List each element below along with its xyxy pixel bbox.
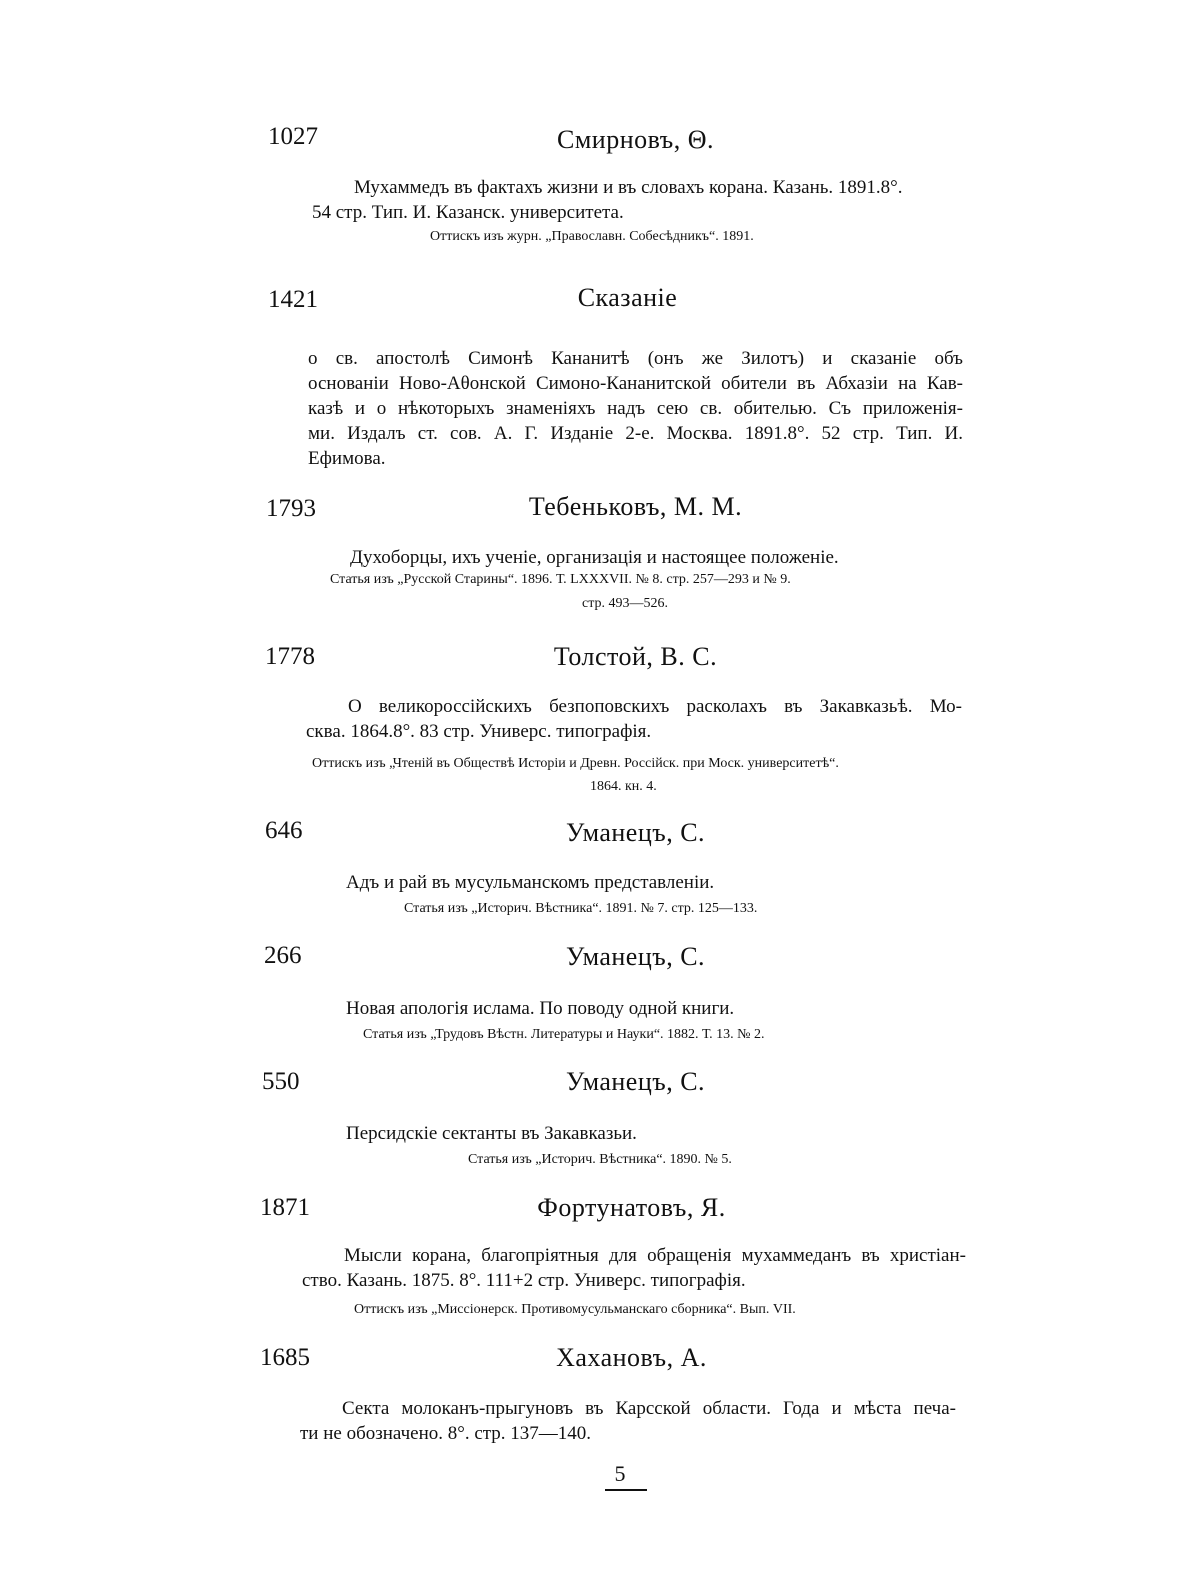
description-line: казѣ и о нѣкоторыхъ знаменіяхъ надъ сею св. обителью. Съ приложенія- bbox=[308, 398, 963, 419]
description-line: Персидскіе сектанты въ Закавказьи. bbox=[346, 1123, 637, 1144]
entry-description bbox=[300, 1396, 956, 1446]
entry-note: Оттискъ изъ „Миссіонерск. Противомусульманскаго сборника“. Вып. VII. bbox=[354, 1302, 796, 1317]
entry-number: 1778 bbox=[265, 643, 315, 670]
description-line: Адъ и рай въ мусульманскомъ представленіи. bbox=[346, 872, 715, 893]
description-line: о св. апостолѣ Симонѣ Кананитѣ (онъ же Зилотъ) и сказаніе объ bbox=[308, 348, 963, 369]
description-line: Духоборцы, ихъ ученіе, организація и настоящее положеніе. bbox=[350, 547, 839, 568]
description-line: Мухаммедъ въ фактахъ жизни и въ словахъ корана. Казань. 1891.8°. bbox=[354, 177, 903, 198]
description-line: Ефимова. bbox=[308, 448, 386, 469]
entry-description bbox=[312, 175, 962, 225]
entry-number: 646 bbox=[265, 817, 303, 844]
entry-number: 1421 bbox=[268, 286, 318, 313]
entry-note: Оттискъ изъ журн. „Православн. Собесѣдникъ“. 1891. bbox=[430, 229, 754, 244]
entry-description bbox=[346, 1121, 966, 1146]
page-number-underline bbox=[605, 1489, 647, 1491]
entry-author: Хахановъ, А. bbox=[556, 1343, 707, 1372]
description-line: ми. Издалъ ст. сов. А. Г. Изданіе 2-е. Москва. 1891.8°. 52 стр. Тип. И. bbox=[308, 423, 963, 444]
entry-number: 1793 bbox=[266, 495, 316, 522]
description-line: основаніи Ново-Аθонской Симоно-Кананитской обители въ Абхазіи на Кав- bbox=[308, 373, 963, 394]
entry-author: Смирновъ, Θ. bbox=[557, 125, 714, 154]
description-line: Новая апологія ислама. По поводу одной книги. bbox=[346, 998, 735, 1019]
entry-note: Оттискъ изъ „Чтеній въ Обществѣ Исторіи и Древн. Россійск. при Моск. университетѣ“. bbox=[312, 756, 839, 771]
entry-description bbox=[306, 694, 962, 744]
entry-note: стр. 493—526. bbox=[582, 596, 669, 611]
entry-description bbox=[346, 870, 966, 895]
entry-note: Статья изъ „Русской Старины“. 1896. Т. LXXXVII. № 8. стр. 257—293 и № 9. bbox=[330, 572, 791, 587]
entry-author: Уманецъ, С. bbox=[565, 942, 706, 971]
entry-note: Статья изъ „Трудовъ Вѣстн. Литературы и Науки“. 1882. Т. 13. № 2. bbox=[363, 1027, 765, 1042]
entry-number: 1027 bbox=[268, 123, 318, 150]
entry-number: 266 bbox=[264, 942, 302, 969]
entry-author: Тебеньковъ, М. М. bbox=[528, 492, 743, 521]
description-line: ство. Казань. 1875. 8°. 111+2 стр. Универс. типографія. bbox=[302, 1270, 746, 1291]
description-line: О великороссійскихъ безпоповскихъ расколахъ въ Закавказьѣ. Мо- bbox=[348, 696, 962, 717]
entry-note: 1864. кн. 4. bbox=[590, 779, 657, 794]
entry-author: Уманецъ, С. bbox=[565, 818, 706, 847]
page-number: 5 bbox=[614, 1461, 626, 1486]
description-line: Мысли корана, благопріятныя для обращенія мухаммеданъ въ христіан- bbox=[344, 1245, 966, 1266]
entry-description bbox=[346, 996, 966, 1021]
entry-author: Уманецъ, С. bbox=[565, 1067, 706, 1096]
entry-description bbox=[350, 545, 970, 570]
entry-note: Статья изъ „Историч. Вѣстника“. 1890. № 5. bbox=[468, 1152, 732, 1167]
description-line: сква. 1864.8°. 83 стр. Универс. типографія. bbox=[306, 721, 652, 742]
description-line: ти не обозначено. 8°. стр. 137—140. bbox=[300, 1423, 592, 1444]
entry-author: Фортунатовъ, Я. bbox=[537, 1193, 726, 1222]
entry-note: Статья изъ „Историч. Вѣстника“. 1891. № 7. стр. 125—133. bbox=[404, 901, 758, 916]
description-line: 54 стр. Тип. И. Казанск. университета. bbox=[312, 202, 624, 223]
entry-number: 550 bbox=[262, 1068, 300, 1095]
entry-number: 1685 bbox=[260, 1344, 310, 1371]
description-line: Секта молоканъ-прыгуновъ въ Карсской области. Года и мѣста печа- bbox=[342, 1398, 956, 1419]
entry-description bbox=[308, 346, 963, 471]
entry-description bbox=[302, 1243, 966, 1293]
entry-author: Сказаніе bbox=[577, 283, 678, 312]
entry-author: Толстой, В. С. bbox=[553, 642, 718, 671]
entry-number: 1871 bbox=[260, 1194, 310, 1221]
